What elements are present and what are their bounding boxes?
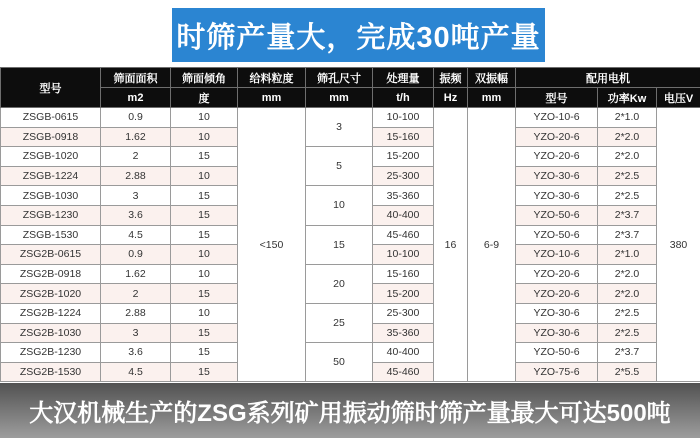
bottom-caption-text: 大汉机械生产的ZSG系列矿用振动筛时筛产量最大可达500吨 (29, 400, 671, 427)
cell-capacity: 15-200 (373, 284, 434, 304)
col-model: 型号 (1, 68, 101, 108)
col-motor-voltage: 电压V (657, 88, 700, 108)
table-row (1, 147, 700, 167)
cell-angle: 10 (171, 108, 238, 128)
col-angle: 筛面倾角 (171, 68, 238, 88)
cell-feed-size: <150 (238, 108, 306, 382)
cell-power: 2*3.7 (598, 225, 657, 245)
cell-capacity: 40-400 (373, 343, 434, 363)
cell-area: 4.5 (101, 362, 171, 382)
cell-motor: YZO-20-6 (516, 264, 598, 284)
table-row (1, 225, 700, 245)
cell-power: 2*2.0 (598, 127, 657, 147)
cell-motor: YZO-30-6 (516, 303, 598, 323)
cell-model: ZSGB-0615 (1, 108, 101, 128)
cell-power: 2*2.5 (598, 323, 657, 343)
cell-motor: YZO-10-6 (516, 245, 598, 265)
unit-feed: mm (238, 88, 306, 108)
cell-angle: 15 (171, 186, 238, 206)
cell-power: 2*3.7 (598, 205, 657, 225)
cell-capacity: 45-460 (373, 362, 434, 382)
col-capacity: 处理量 (373, 68, 434, 88)
cell-area: 1.62 (101, 127, 171, 147)
cell-power: 2*1.0 (598, 108, 657, 128)
cell-power: 2*2.5 (598, 303, 657, 323)
cell-capacity: 15-160 (373, 264, 434, 284)
cell-power: 2*2.5 (598, 186, 657, 206)
cell-hole-size: 50 (306, 343, 373, 382)
cell-angle: 10 (171, 127, 238, 147)
top-title-banner (172, 8, 545, 62)
cell-area: 3 (101, 323, 171, 343)
cell-motor: YZO-10-6 (516, 108, 598, 128)
cell-area: 4.5 (101, 225, 171, 245)
cell-motor: YZO-50-6 (516, 343, 598, 363)
cell-model: ZSG2B-1530 (1, 362, 101, 382)
cell-power: 2*3.7 (598, 343, 657, 363)
cell-capacity: 10-100 (373, 245, 434, 265)
unit-amp: mm (468, 88, 516, 108)
cell-model: ZSGB-1530 (1, 225, 101, 245)
cell-capacity: 25-300 (373, 303, 434, 323)
cell-motor: YZO-50-6 (516, 225, 598, 245)
cell-model: ZSG2B-1230 (1, 343, 101, 363)
cell-motor: YZO-75-6 (516, 362, 598, 382)
cell-angle: 15 (171, 205, 238, 225)
cell-area: 3.6 (101, 205, 171, 225)
unit-freq: Hz (434, 88, 468, 108)
cell-model: ZSG2B-1224 (1, 303, 101, 323)
cell-hole-size: 15 (306, 225, 373, 264)
top-title-text: 时筛产量大，完成30吨产量 (176, 21, 541, 54)
cell-model: ZSGB-1020 (1, 147, 101, 167)
cell-motor: YZO-30-6 (516, 186, 598, 206)
cell-area: 2.88 (101, 303, 171, 323)
cell-model: ZSG2B-1020 (1, 284, 101, 304)
cell-angle: 15 (171, 362, 238, 382)
cell-hole-size: 5 (306, 147, 373, 186)
cell-angle: 15 (171, 284, 238, 304)
cell-capacity: 15-160 (373, 127, 434, 147)
cell-power: 2*2.0 (598, 284, 657, 304)
cell-capacity: 35-360 (373, 323, 434, 343)
col-feed: 给料粒度 (238, 68, 306, 88)
table-row (1, 343, 700, 363)
cell-area: 3 (101, 186, 171, 206)
cell-power: 2*5.5 (598, 362, 657, 382)
cell-model: ZSGB-0918 (1, 127, 101, 147)
cell-capacity: 40-400 (373, 205, 434, 225)
unit-hole: mm (306, 88, 373, 108)
cell-angle: 10 (171, 303, 238, 323)
cell-angle: 10 (171, 166, 238, 186)
col-amp: 双振幅 (468, 68, 516, 88)
cell-area: 2 (101, 147, 171, 167)
cell-area: 3.6 (101, 343, 171, 363)
cell-model: ZSGB-1030 (1, 186, 101, 206)
col-motor-model: 型号 (516, 88, 598, 108)
cell-area: 2.88 (101, 166, 171, 186)
cell-motor: YZO-50-6 (516, 205, 598, 225)
cell-angle: 15 (171, 343, 238, 363)
cell-model: ZSGB-1230 (1, 205, 101, 225)
spec-table (0, 67, 700, 382)
cell-angle: 10 (171, 245, 238, 265)
cell-model: ZSG2B-0615 (1, 245, 101, 265)
col-motor-power: 功率Kw (598, 88, 657, 108)
cell-angle: 15 (171, 323, 238, 343)
unit-angle: 度 (171, 88, 238, 108)
table-row (1, 303, 700, 323)
cell-power: 2*2.0 (598, 264, 657, 284)
cell-hole-size: 3 (306, 108, 373, 147)
col-area: 筛面面积 (101, 68, 171, 88)
unit-area: m2 (101, 88, 171, 108)
cell-area: 0.9 (101, 108, 171, 128)
cell-motor: YZO-20-6 (516, 147, 598, 167)
col-freq: 振频 (434, 68, 468, 88)
cell-power: 2*1.0 (598, 245, 657, 265)
cell-power: 2*2.5 (598, 166, 657, 186)
table-row (1, 186, 700, 206)
cell-capacity: 10-100 (373, 108, 434, 128)
cell-motor: YZO-30-6 (516, 323, 598, 343)
cell-area: 1.62 (101, 264, 171, 284)
table-body (1, 108, 700, 382)
cell-model: ZSG2B-1030 (1, 323, 101, 343)
cell-area: 2 (101, 284, 171, 304)
cell-amplitude: 6-9 (468, 108, 516, 382)
col-hole: 筛孔尺寸 (306, 68, 373, 88)
cell-hole-size: 20 (306, 264, 373, 303)
table-header (1, 68, 700, 108)
cell-hole-size: 10 (306, 186, 373, 225)
cell-angle: 10 (171, 264, 238, 284)
cell-angle: 15 (171, 147, 238, 167)
cell-hole-size: 25 (306, 303, 373, 342)
col-motor-group: 配用电机 (516, 68, 700, 88)
cell-capacity: 25-300 (373, 166, 434, 186)
cell-model: ZSGB-1224 (1, 166, 101, 186)
cell-motor: YZO-20-6 (516, 127, 598, 147)
cell-voltage: 380 (657, 108, 700, 382)
bottom-caption-banner (0, 383, 700, 438)
cell-area: 0.9 (101, 245, 171, 265)
cell-capacity: 45-460 (373, 225, 434, 245)
cell-angle: 15 (171, 225, 238, 245)
unit-capacity: t/h (373, 88, 434, 108)
cell-frequency: 16 (434, 108, 468, 382)
cell-capacity: 15-200 (373, 147, 434, 167)
cell-motor: YZO-20-6 (516, 284, 598, 304)
table-row (1, 264, 700, 284)
cell-model: ZSG2B-0918 (1, 264, 101, 284)
cell-capacity: 35-360 (373, 186, 434, 206)
table-row (1, 108, 700, 128)
cell-motor: YZO-30-6 (516, 166, 598, 186)
cell-power: 2*2.0 (598, 147, 657, 167)
